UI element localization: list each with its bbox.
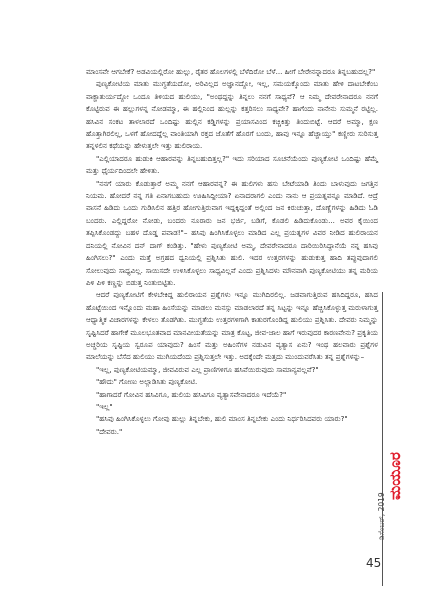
issue-date: ಡಿಸೆಂಬರ್, 2019 xyxy=(377,492,386,540)
paragraph: ಮಾಂಸವೇ ಆಗಬೇಕೆ? ಅಡವಿಯಲ್ಲಿರೋ ಹುಲ್ಲು, ರೈತರ ಹೊಲಗಳಲ್ಲಿ ಬೆಳೆದಿರೋ ಬೆಳೆ... ಹೀಗೆ ಬೇರೇನನ್ನಾದರೂ ತಿನ್ನಬಹುದಲ್ಲ?" xyxy=(86,67,376,76)
paragraph: "ಎಲ್ಲಿಯಾದರೂ ಹುಡುಕಿ ಆಹಾರವನ್ನು ತಿನ್ನಬಹುದಿತ್ತಲ್ಲ?" ಇದು ಸರಿಯಾದ ಸೂಚನೆಯೆಂದು ಪುಣ್ಯಕೋಟಿ ಒಂದಿಷ್ಟು ಹೆಮ್ಮೆ ಮತ್ತು ಧೈರ್ಯದಿಂದಲೇ ಹೇಳಿತು. xyxy=(86,153,378,176)
paragraph: ಪುಣ್ಯಕೋಟಿಯ ಮಾತು ಮುಗ್ಧತೆಯದೋ, ಅರಿವಿಲ್ಲದ ಅಜ್ಞಾನದ್ದೋ, ಇಲ್ಲ, ಸಮಯಕ್ಕೊಂದು ಮಾತು ಹೇಳಿ ದಾಟಬೇಕೆಂಬ ವಾಕ್ಚಾತುರ್ಯದ್ದೋ ಒಂದೂ ತಿಳಿಯದ ಹುಲಿಯು, "ಅಂಥದ್ದನ್ನು ತಿನ್ನಲು ನನಗೆ ಸಾಧ್ಯವೆ? ಆ ನಿಮ್ಮ ದೇವರೇನಾದರೂ ನನಗೆ ಕೊಟ್ಟಿರುವ ಈ ಹಲ್ಲುಗಳನ್ನ ನೋಡಮ್ಮಾ, ಈ ಹಲ್ಲಿನಿಂದ ಹುಲ್ಲನ್ನು ಕತ್ತರಿಸಲು ಸಾಧ್ಯವೇ? ಹಾಗೆಂದು ನಾನೇನು ಸುಮ್ಮನೆ ರಟ್ಟಿಲ್ಲ. ಹಸಿವಿನ ಸಂಕಟ ತಾಳಲಾರದೆ ಒಂದಿಷ್ಟು ಹುಲ್ಲಿನ ಕಡ್ಡಿಗಳನ್ನು ಪ್ರಯಾಸವಿಂದ ಕಚ್ಚಿಕಿತ್ತು ತಿಂದುಬಿಟ್ಟೆ. ಆದರೆ ಅಮ್ಮಾ, ಕ್ಷಣ ಹೊತ್ತಾಗಿರಲಿಲ್ಲ, ಒಳಗೆ ಹೋದದ್ದೆಲ್ಲ ವಾಂತಿಯಾಗಿ ರಕ್ತದ ಜೊತೆಗೆ ಹೊರಗೆ ಬಂದು, ಹಾವು ಇನ್ನೂ ಹೆಚ್ಚಾಯ್ತು" ಕಣ್ಣೀರು ಸುರಿಸುತ್ತ ತನ್ನಳಲಿನ ಕಥೆಯನ್ನು ಹೇಳುತ್ತಲೇ ಇತ್ತು ಹುಲಿರಾಯ. xyxy=(86,79,378,151)
paragraph: "ನನಗೆ ಯಾರು ಕೊಡುತ್ತಾರೆ ಅಮ್ಮ ನನಗೆ ಆಹಾರವನ್ನ? ಈ ಹುಲಿಗಳು ಹಸು ಬೇಟೆಯಾಡಿ ತಿಂದು ಬಾಳುವುದು ಜಗತ್ತಿನ ನಿಯಮ. ಹೋದರೆ ನನ್ನ ಗತಿ ಏನಾಗಬಹುದು ಊಹಿಸಿದ್ದೀಯಾ? ಏನಾದರಾಗಲಿ ಎಂದು ನಾನು ಆ ಪ್ರಯತ್ನವನ್ನೂ ಮಾಡಿದೆ. ಆದ್ರೆ ವಾಸನೆ ಹಿಡಿದು ಒಂದು ಗುಡಿಸಿಲಿನ ಹತ್ತಿರ ಹೋಗುತ್ತಿರುವಾಗ ಇದ್ದಕ್ಕಿದ್ದಂತೆ ಅಲ್ಲಿಂದ ಜನ ಕಿರುಚುತ್ತಾ, ದೊಣ್ಣೆಗಳನ್ನು ಹಿಡಿದು ಓಡಿ ಬಂದರು. ಎಲ್ಲಿದ್ದರೋ ನೋಡು, ಬಂದರು ನೂರಾರು ಜನ ಭರ್ಜಿ, ಬಡಿಗೆ, ಕೊಡಲಿ ಹಿಡಿದುಕೊಂಡು... ಅವರ ಕೈಯಿಂದ ತಪ್ಪಿಸಿಕೊಂಡದ್ದು ಬಹಳ ದೊಡ್ಡ ಪವಾಡ!"– ಹಸಿವು ಹಿಂಗಿಸಿಕೊಳ್ಳಲು ಮಾಡಿದ ಎಲ್ಲ ಪ್ರಯತ್ನಗಳ ವಿವರ ನೀಡಿದ ಹುಲಿರಾಯನ ದನಿಯಲ್ಲಿ ನೋವಿನ ದನ್ ದಾಗ್ ಕಂಡಿತ್ತು. "ಹೇಳು ಪುಣ್ಯಕೋಟಿ ಅಮ್ಮ, ದೇವರೇನಾದರೂ ದಾರಿಯಿರಿಸಿದ್ದಾನೆಯೆ ನನ್ನ ಹಸಿವು ಹಿಂಗಿಸಲು?" ಎಂದು ಮತ್ತೆ ಅಗ್ರಹದ ಧ್ವನಿಯಲ್ಲಿ ಪ್ರಶ್ನಿಸಿತು ಹುಲಿ. ಇದರ ಉತ್ತರಗಳನ್ನು ಹುಡುಕುತ್ತ ಹಾದಿ ತಪ್ಪುವುದಾಗಲಿ ಸೋಲುವುದು ಸಾಧ್ಯವಿಲ್ಲ. ಸಾಯಿಸದೇ ಉಳಿಸಿಕೊಳ್ಳಲು ಸಾಧ್ಯವಿಲ್ಲವೆ ಎಂದು ಪ್ರಶ್ನಿಸಿದಳು ಮೌನವಾಗಿ ಪುಣ್ಯಕೋಟಿಯು ತನ್ನ ಮರಿಯ ಪಿಳಿ ಪಿಳಿ ಕಣ್ಣನ್ನು ಬಿಡುತ್ತ ನಿಂತುಬಿಟ್ಟಿತು. xyxy=(86,178,378,287)
paragraph: "ಹಾಗಾದರೆ ಗೋವಿನ ಹಸಿವಿಗೂ, ಹುಲಿಯ ಹಸಿವಿಗೂ ವ್ಯತ್ಯಾಸವೇನಾದರೂ ಇದೆಯೆ?" xyxy=(96,389,287,399)
page-number: 45 xyxy=(366,556,382,570)
magazine-logo: ಮಯೂರ xyxy=(386,452,404,500)
paragraph: "ಹೌದು" ಗೋಣು ಅಲ್ಲಾಡಿಸಿತು ಪುಣ್ಯಕೋಟಿ. xyxy=(96,377,198,387)
article-body xyxy=(86,66,378,438)
paragraph: "ಇಲ್ಲ, ಪುಣ್ಯಕೋಟಿಯಮ್ಮಾ, ಜೀವವಿರುವ ಎಲ್ಲ ಪ್ರಾಣಿಗಳಿಗೂ ಹಸಿವೆಯಿರುವುದು ಸಾಮಾನ್ಯವಲ್ಲವೆ?" xyxy=(96,364,319,374)
paragraph: "ಇಲ್ಲ" xyxy=(96,401,113,411)
paragraph: ಆದರೆ ಪುಣ್ಯಕೋಟಿಗೆ ಕೇಳಬೇಕಿದ್ದ ಹುಲಿರಾಯನ ಪ್ರಶ್ನೆಗಳು ಇನ್ನೂ ಮುಗಿದಿರಲಿಲ್ಲ. ಜಡವಾಗುತ್ತಿರುವ ಹಸಿದಿದ್ದರೂ, ಹಸಿದ ಹೊಟ್ಟೆಯಿಂದ ಇನ್ನೊಂದು ಮಹಾ ಹಿಂಸೆಯನ್ನು ಮಾಡಲು ಮನಸ್ಸು ಮಾಡಲಾರದೆ ತನ್ನ ಸಿಟ್ಟನ್ನು ಇನ್ನೂ ಹೆಚ್ಚಿಸಿಕೊಳ್ಳುತ್ತ ಮರುಳಾಗುತ್ತ ಆಧ್ಯಾತ್ಮಿಕ ವಿಚಾರಗಳನ್ನು ಕೇಳಲು ತೊಡಗಿತು. ಮುಗ್ಧತೆಯ ಉತ್ತರಗಳಿಗಾಗಿ ಕಾತುರಗೊಂಡಿದ್ದ ಹುಲಿಯು ಪ್ರಶ್ನಿಸಿತು. ದೇವರು ನಿಮ್ಮನ್ನು ಸೃಷ್ಟಿಸಿದರೆ ಹಾಗೇಕೆ ಮೂಲಭೂತವಾದ ಮಾನವೀಯತೆಯನ್ನು ಮಾತ್ರ ಕೊಟ್ಟ, ಜೀವ-ಜಾಲ ಹಾಗೆ ಇರುವುದರ ಕಾರಣವೇನು? ಪ್ರಕೃತಿಯ ಅಚ್ಚರಿಯ ಸೃಷ್ಟಿಯ ಸ್ವರೂಪ ಯಾವುದು? ಹಿಂಸೆ ಮತ್ತು ಅಹಿಂಸೆಗಳ ನಡುವಿನ ವ್ಯತ್ಯಾಸ ಏನು? ಇಂಥ ಹಲವಾರು ಪ್ರಶ್ನೆಗಳ ಮಾಲೆಯನ್ನು ಬೆಸೆದ ಹುಲಿಯು ಮುಗಿಯದೆಂದು ಪ್ರಶ್ನಿಸುತ್ತಲೇ ಇತ್ತು. ಅದಕ್ಕೆಂದೇ ಮತ್ತದು ಮುಂದುವರೆಸಿತು ತನ್ನ ಪ್ರಶ್ನೆಗಳನ್ನು– xyxy=(86,290,378,362)
paragraph: "ದೇವರು." xyxy=(96,426,123,436)
sidebar-divider xyxy=(382,292,383,586)
paragraph: "ಹಸಿವು ಹಿಂಗಿಸಿಕೊಳ್ಳಲು ಗೋವು ಹುಲ್ಲು ತಿನ್ನಬೇಕು, ಹುಲಿ ಮಾಂಸ ತಿನ್ನಬೇಕು ಎಂದು ನಿರ್ಧರಿಸಿದವರು ಯಾರು?" xyxy=(96,414,348,424)
